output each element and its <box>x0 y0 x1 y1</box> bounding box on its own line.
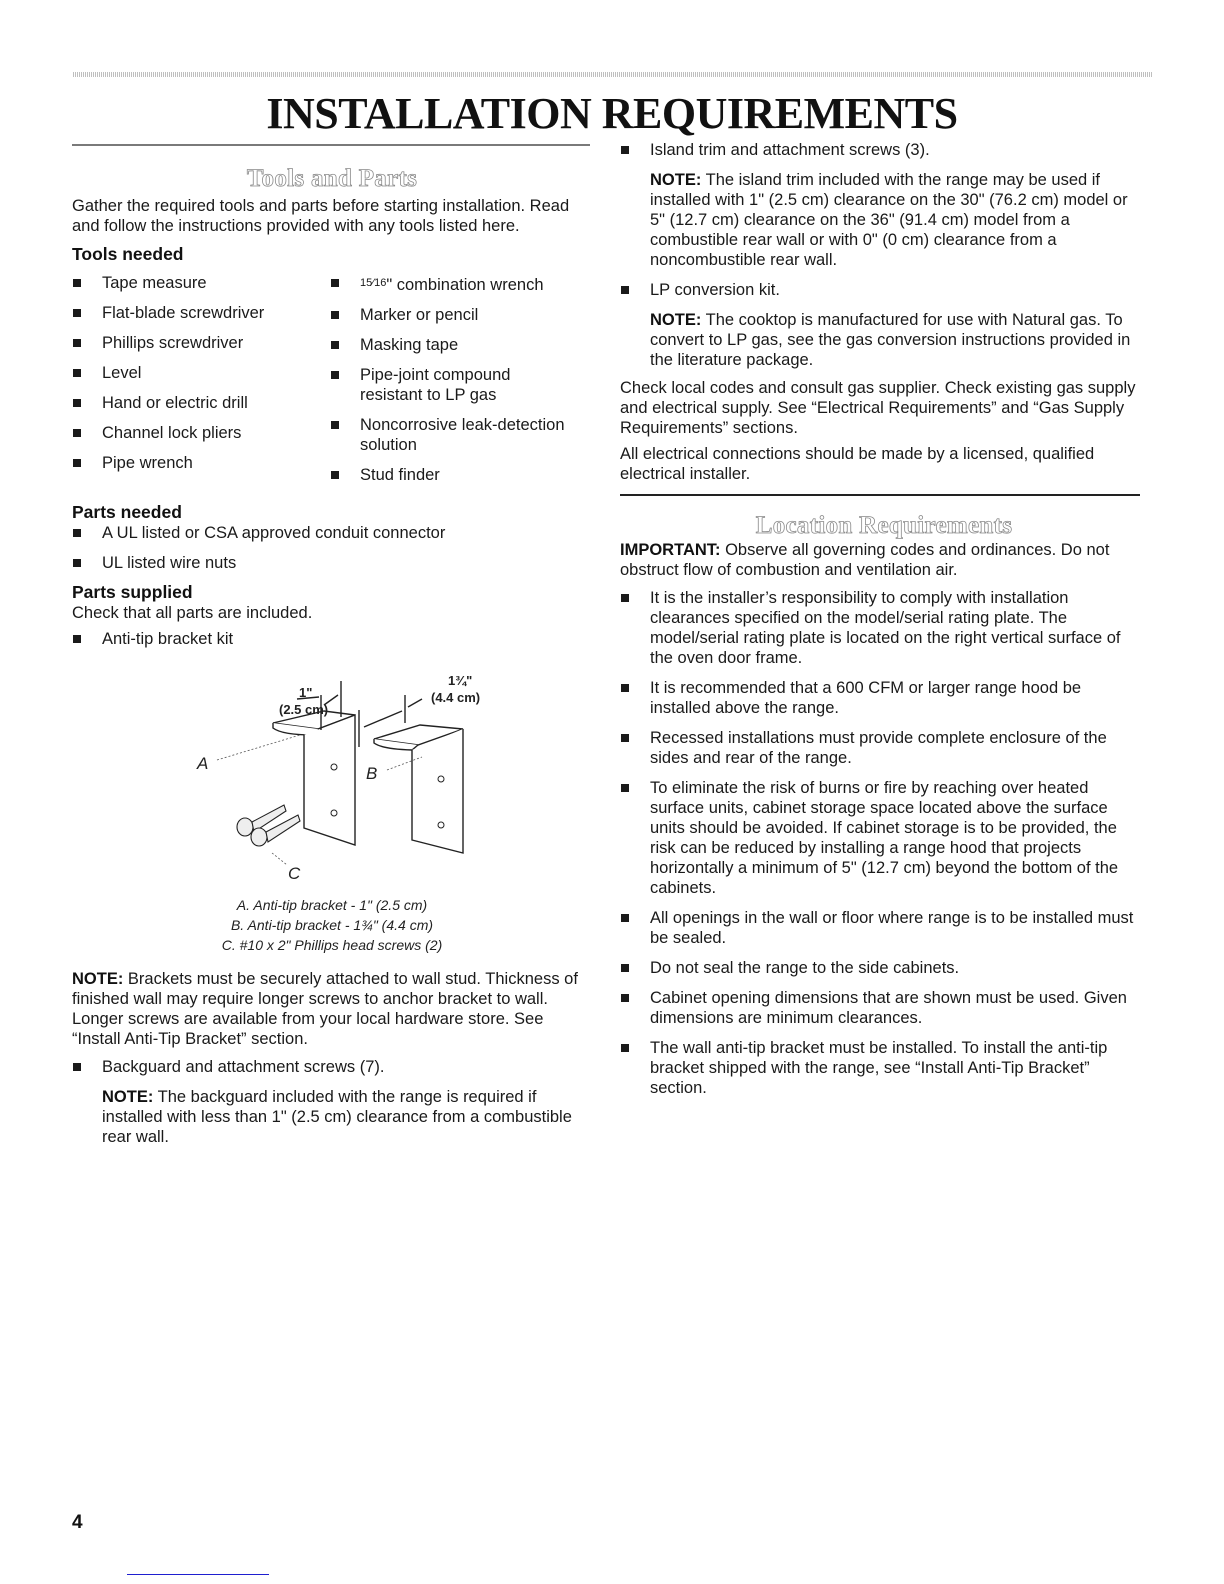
dim-a-inches: 1" <box>299 685 313 700</box>
figure-caption <box>72 895 592 955</box>
list-item: Phillips screwdriver <box>72 333 330 353</box>
location-requirements-list <box>620 588 1144 1098</box>
caption-c: C. #10 x 2" Phillips head screws (2) <box>221 937 443 953</box>
list-item: Backguard and attachment screws (7). <box>72 1057 592 1077</box>
list-item: Pipe-joint compound resistant to LP gas <box>330 365 550 405</box>
island-trim-list <box>620 140 1144 160</box>
note-label: NOTE: <box>72 970 124 988</box>
list-item: Cabinet opening dimensions that are shown must be used. Given dimensions are minimum clearances. <box>620 988 1144 1028</box>
parts-supplied-heading: Parts supplied <box>72 582 193 602</box>
note-label: NOTE: <box>102 1088 154 1106</box>
anti-tip-bracket-illustration <box>72 655 592 885</box>
list-item: Channel lock pliers <box>72 423 330 443</box>
parts-needed-list <box>72 523 592 573</box>
list-item: Anti-tip bracket kit <box>72 629 592 649</box>
island-trim-note <box>620 170 1144 270</box>
list-item: Stud finder <box>330 465 588 485</box>
list-item: Recessed installations must provide complete enclosure of the sides and rear of the range. <box>620 728 1144 768</box>
important-note <box>620 540 1144 580</box>
list-item: Level <box>72 363 330 383</box>
right-column <box>620 140 1144 1098</box>
tools-needed-list <box>72 273 592 495</box>
parts-supplied-intro: Check that all parts are included. <box>72 604 313 622</box>
parts-supplied-list <box>72 629 592 649</box>
bracket-note <box>72 969 592 1049</box>
list-item: The wall anti-tip bracket must be installed. To install the anti-tip bracket shipped with the range, see “Install Anti-Tip Bracket” section. <box>620 1038 1144 1098</box>
list-item: To eliminate the risk of burns or fire by reaching over heated surface units, cabinet storage space located above the surface units should be avoided. If cabinet storage is to be provided, the risk can be reduced by installing a range hood that projects horizontally a minimum of 5" (12.7 cm) beyond the bottom of the cabinets. <box>620 778 1144 898</box>
note-text: The cooktop is manufactured for use with Natural gas. To convert to LP gas, see the gas conversion instructions provided in the literature package. <box>650 311 1131 369</box>
list-item: It is the installer’s responsibility to comply with installation clearances specified on the model/serial rating plate. The model/serial rating plate is located on the right vertical surface of the oven door frame. <box>620 588 1144 668</box>
parts-needed-heading: Parts needed <box>72 502 182 522</box>
dim-a-cm: (2.5 cm) <box>279 702 329 717</box>
list-item <box>330 273 588 295</box>
list-item: Hand or electric drill <box>72 393 330 413</box>
section-divider <box>72 144 590 146</box>
footer-link-underline[interactable] <box>127 1574 269 1575</box>
caption-b: B. Anti-tip bracket - 1¾" (4.4 cm) <box>230 917 434 933</box>
caption-a: A. Anti-tip bracket - 1" (2.5 cm) <box>236 897 428 913</box>
note-text: Brackets must be securely attached to wall stud. Thickness of finished wall may require longer screws to anchor bracket to wall. Longer screws are available from your local hardware store. See “Install Anti-Tip Bracket” section. <box>72 970 578 1048</box>
page-title: INSTALLATION REQUIREMENTS <box>266 89 958 138</box>
anti-tip-bracket-figure <box>72 655 592 885</box>
list-item-text: " combination wrench <box>386 276 544 294</box>
left-column <box>72 144 592 1147</box>
tools-intro: Gather the required tools and parts before starting installation. Read and follow the instructions provided with any tools listed here. <box>72 197 570 235</box>
list-item: All openings in the wall or floor where range is to be installed must be sealed. <box>620 908 1144 948</box>
important-text: Observe all governing codes and ordinances. Do not obstruct flow of combustion and ventilation air. <box>620 540 1110 579</box>
codes-paragraph: Check local codes and consult gas supplier. Check existing gas supply and electrical supply. See “Electrical Requirements” and “Gas Supply Requirements” sections. <box>620 379 1136 437</box>
note-text: The backguard included with the range is required if installed with less than 1" (2.5 cm) clearance from a combustible rear wall. <box>102 1088 572 1146</box>
list-item: Marker or pencil <box>330 305 588 325</box>
list-item: Masking tape <box>330 335 588 355</box>
list-item: Noncorrosive leak-detection solution <box>330 415 588 455</box>
location-requirements-heading: Location Requirements <box>755 511 1013 539</box>
section-divider <box>620 494 1140 496</box>
tools-list-right <box>330 273 588 495</box>
important-label: IMPORTANT: <box>620 540 721 559</box>
dim-b-inches: 1¾" <box>448 673 473 688</box>
note-text: The island trim included with the range may be used if installed with 1" (2.5 cm) clearance on the 30" (76.2 cm) model or 5" (12.7 cm) clearance on the 36" (91.4 cm) model from a combustible rear wall or with 0" (0 cm) clearance from a noncombustible rear wall. <box>650 171 1128 269</box>
list-item: A UL listed or CSA approved conduit connector <box>72 523 592 543</box>
tools-and-parts-heading: Tools and Parts <box>246 165 418 192</box>
lp-kit-note <box>620 310 1144 370</box>
dim-b-cm: (4.4 cm) <box>431 690 481 705</box>
top-decorative-rule <box>73 72 1153 77</box>
page-number: 4 <box>72 1512 83 1533</box>
list-item: Do not seal the range to the side cabinets. <box>620 958 1144 978</box>
backguard-note <box>72 1087 592 1147</box>
list-item: Pipe wrench <box>72 453 330 473</box>
note-label: NOTE: <box>650 171 702 189</box>
backguard-list <box>72 1057 592 1077</box>
electrical-paragraph: All electrical connections should be made by a licensed, qualified electrical installer. <box>620 445 1095 483</box>
list-item: Flat-blade screwdriver <box>72 303 330 323</box>
list-item: UL listed wire nuts <box>72 553 592 573</box>
list-item: LP conversion kit. <box>620 280 1144 300</box>
list-item: Tape measure <box>72 273 330 293</box>
lp-kit-list <box>620 280 1144 300</box>
label-c: C <box>288 864 301 883</box>
tools-needed-heading: Tools needed <box>72 244 184 264</box>
list-item: Island trim and attachment screws (3). <box>620 140 1144 160</box>
label-b: B <box>366 764 378 783</box>
note-label: NOTE: <box>650 311 702 329</box>
tools-list-left <box>72 273 330 495</box>
fraction: 15⁄16 <box>360 277 387 289</box>
label-a: A <box>197 754 209 773</box>
list-item: It is recommended that a 600 CFM or larger range hood be installed above the range. <box>620 678 1144 718</box>
